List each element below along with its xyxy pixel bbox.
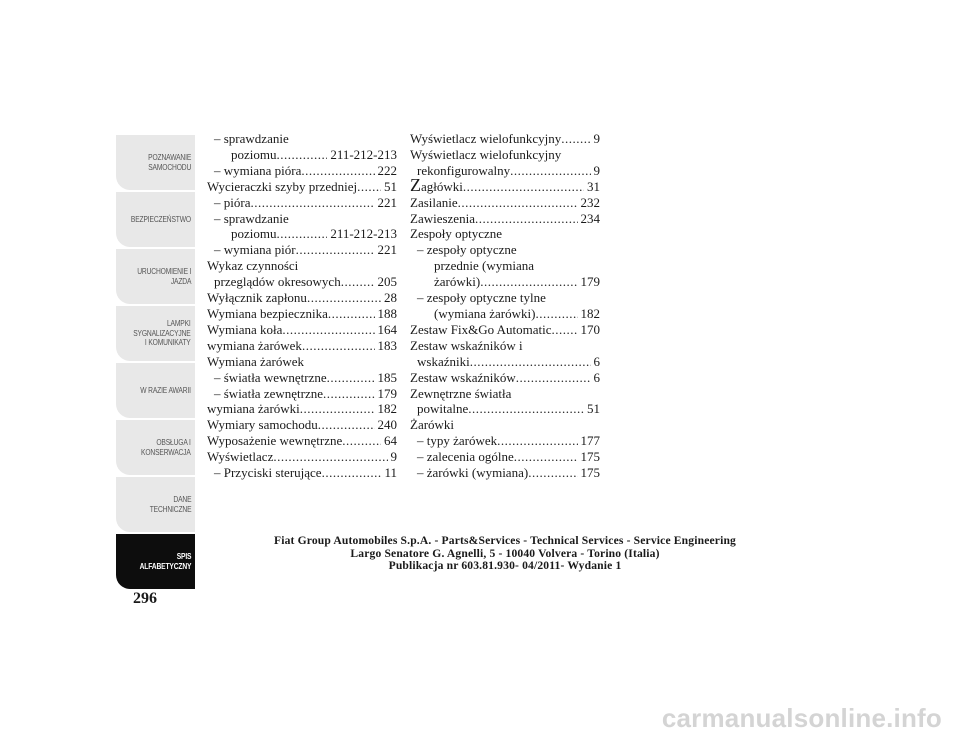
index-entry-text: Wyświetlacz [207, 449, 274, 465]
index-entry-text: – światła zewnętrzne [214, 385, 324, 401]
footer-line-1: Fiat Group Automobiles S.p.A. - Parts&Services - Technical Services - Service Engineering [273, 534, 737, 547]
index-entry [410, 290, 600, 322]
index-entry-page[interactable]: 179 [580, 274, 600, 290]
index-entry-text: – wymiana piór [214, 242, 296, 258]
leader-dots [277, 147, 328, 163]
index-entry-text: – sprawdzanie [214, 210, 289, 226]
leader-dots [357, 179, 381, 195]
index-entry [410, 338, 600, 370]
index-entry-text: – sprawdzanie [214, 131, 289, 146]
section-tab-5[interactable] [116, 420, 195, 475]
index-entry-text: Zestaw wskaźników i [410, 337, 523, 353]
index-entry-text: wymiana żarówki [207, 401, 300, 417]
leader-dots [458, 195, 578, 211]
index-entry [410, 174, 600, 195]
index-entry [207, 433, 397, 449]
index-entry-page[interactable]: 177 [580, 433, 600, 449]
index-entry-page[interactable]: 51 [384, 178, 397, 194]
index-entry [207, 417, 397, 433]
index-entry-text: Zewnętrzne światła [410, 385, 512, 401]
index-entry-page[interactable]: 11 [384, 465, 397, 481]
index-entry-text: – zalecenia ogólne [417, 449, 514, 465]
index-entry-text: Zawieszenia [410, 210, 475, 226]
index-entry [207, 401, 397, 417]
index-entry [410, 449, 600, 465]
leader-dots [514, 449, 578, 465]
leader-dots [470, 354, 591, 370]
index-column-right [410, 131, 600, 481]
section-tab-4[interactable] [116, 363, 195, 418]
index-entry-page[interactable]: 211-212-213 [330, 226, 397, 242]
section-tab-label: W RAZIE AWARII [140, 384, 191, 395]
index-entry-text: – typy żarówek [417, 433, 498, 449]
section-tab-label: URUCHOMIENIE I JAZDA [136, 266, 191, 286]
section-tab-label: DANE TECHNICZNE [149, 494, 191, 514]
index-entry [207, 465, 397, 481]
index-entry-text: Wymiary samochodu [207, 417, 318, 433]
index-entry-text: powitalne [417, 401, 469, 417]
index-entry [410, 147, 600, 179]
index-entry-text: Zestaw Fix&Go Automatic [410, 321, 552, 337]
index-entry [410, 465, 600, 481]
index-entry-page[interactable]: 179 [377, 385, 397, 401]
leader-dots [497, 433, 577, 449]
leader-dots [480, 274, 577, 290]
index-entry-page[interactable]: 234 [580, 210, 600, 226]
leader-dots [341, 274, 375, 290]
leader-dots [552, 322, 578, 338]
index-entry-text: Zestaw wskaźników [410, 369, 516, 385]
index-entry-text: – zespoły optyczne [417, 242, 517, 258]
section-tab-label: SPIS ALFABETYCZNY [139, 551, 191, 571]
index-entry [410, 386, 600, 418]
index-entry [207, 242, 397, 258]
index-column-left [207, 131, 397, 481]
leader-dots [463, 179, 584, 195]
index-entry [207, 290, 397, 306]
section-tabs [116, 135, 195, 591]
index-entry [207, 179, 397, 195]
section-tab-label: BEZPIECZEŃSTWO [130, 213, 191, 224]
index-entry-text: Wyświetlacz wielofunkcyjny [410, 146, 562, 162]
index-entry-text: Żarówki [410, 417, 455, 433]
index-entry [207, 131, 397, 163]
section-tab-label: LAMPKI SYGNALIZACYJNE I KOMUNIKATY [133, 318, 191, 348]
index-entry [207, 449, 397, 465]
publisher-footer [200, 535, 810, 573]
index-entry [410, 370, 600, 386]
index-entry-text: Zagłówki [410, 174, 463, 195]
index-entry-text: – żarówki (wymiana) [417, 465, 529, 481]
index-entry-text: poziomu [231, 226, 277, 242]
index-entry-page[interactable]: 221 [377, 242, 397, 258]
index-entry-page[interactable]: 211-212-213 [330, 146, 397, 162]
leader-dots [516, 370, 591, 386]
index-entry-text: Wymiana żarówek [207, 353, 305, 369]
leader-dots [302, 338, 375, 354]
index-entry-text: Wyposażenie wewnętrzne [207, 433, 343, 449]
leader-dots [535, 306, 577, 322]
index-entry-page[interactable]: 9 [593, 131, 600, 146]
index-entry-text: wymiana żarówek [207, 337, 302, 353]
section-tab-2[interactable] [116, 249, 195, 304]
index-entry-page[interactable]: 170 [580, 321, 600, 337]
watermark-text: carmanualsonline.info [661, 703, 942, 733]
leader-dots [273, 449, 387, 465]
index-entry-page[interactable]: 51 [587, 401, 600, 417]
index-entry-text: Wyłącznik zapłonu [207, 290, 307, 306]
index-entry-text: przeglądów okresowych [214, 274, 341, 290]
index-entry [410, 211, 600, 227]
footer-line-2: Largo Senatore G. Agnelli, 5 - 10040 Volvera - Torino (Italia) [350, 546, 660, 560]
leader-dots [342, 433, 381, 449]
index-entry-text: – wymiana pióra [214, 162, 302, 178]
index-entry-text: – światła wewnętrzne [214, 369, 327, 385]
leader-dots [561, 131, 590, 147]
page-number: 296 [133, 590, 157, 607]
index-entry-page[interactable]: 164 [377, 321, 397, 337]
index-entry-text: Wykaz czynności [207, 258, 299, 274]
section-tab-0[interactable] [116, 135, 195, 190]
leader-dots [277, 226, 328, 242]
index-entry [207, 386, 397, 402]
index-entry-text: Wycieraczki szyby przedniej [207, 178, 358, 194]
index-entry-text: przednie (wymiana [434, 258, 534, 274]
leader-dots [328, 306, 375, 322]
section-tab-6[interactable] [116, 477, 195, 532]
index-entry-text: Zasilanie [410, 194, 458, 210]
index-entry-page[interactable]: 188 [377, 305, 397, 321]
index-entry [207, 370, 397, 386]
leader-dots [510, 163, 590, 179]
leader-dots [475, 211, 578, 227]
index-entry [207, 306, 397, 322]
index-entry-page[interactable]: 221 [377, 194, 397, 210]
leader-dots [300, 401, 375, 417]
index-entry [207, 322, 397, 338]
section-tab-3[interactable] [116, 306, 195, 361]
index-entry [207, 195, 397, 211]
index-entry [410, 226, 600, 242]
index-entry-text: poziomu [231, 146, 277, 162]
section-tab-label: POZNAWANIE SAMOCHODU [147, 152, 191, 172]
index-entry [410, 322, 600, 338]
section-tab-1[interactable] [116, 192, 195, 247]
index-entry [207, 338, 397, 354]
index-entry [207, 354, 397, 370]
index-entry-page[interactable]: 9 [390, 449, 397, 465]
index-entry-text: żarówki) [434, 274, 481, 290]
index-entry [207, 163, 397, 179]
index-entry-text: Wymiana koła [207, 321, 283, 337]
leader-dots [307, 290, 381, 306]
index-entry-page[interactable]: 205 [377, 274, 397, 290]
index-entry [207, 211, 397, 243]
section-tab-7[interactable] [116, 534, 195, 589]
index-entry-text: – Przyciski sterujące [214, 465, 322, 481]
index-entry [410, 242, 600, 290]
leader-dots [528, 465, 577, 481]
leader-dots [296, 242, 375, 258]
index-entry [410, 417, 600, 433]
index-entry-page[interactable]: 232 [580, 194, 600, 210]
index-entry-text: – pióra [214, 194, 251, 210]
index-entry [207, 258, 397, 290]
index-entry-page[interactable]: 182 [377, 401, 397, 417]
index-entry-page[interactable]: 28 [384, 290, 397, 306]
leader-dots [250, 195, 374, 211]
index-entry-page[interactable]: 6 [593, 369, 600, 385]
index-entry [410, 131, 600, 147]
section-tab-label: OBSŁUGA I KONSERWACJA [141, 437, 191, 457]
index-entry-page[interactable]: 175 [580, 449, 600, 465]
index-entry-text: Wyświetlacz wielofunkcyjny [410, 131, 562, 146]
index-entry-text: rekonfigurowalny [417, 162, 511, 178]
leader-dots [322, 465, 382, 481]
index-entry-text: wskaźniki [417, 353, 470, 369]
index-entry-page[interactable]: 185 [377, 369, 397, 385]
index-entry-text: (wymiana żarówki) [434, 305, 536, 321]
index-entry-page[interactable]: 31 [587, 178, 600, 194]
index-entry [410, 195, 600, 211]
index-entry-page[interactable]: 175 [580, 465, 600, 481]
footer-line-3: Publikacja nr 603.81.930- 04/2011- Wydanie 1 [388, 559, 622, 572]
leader-dots [318, 417, 375, 433]
leader-dots [282, 322, 374, 338]
index-entry-page[interactable]: 222 [377, 162, 397, 178]
index-entry-text: – zespoły optyczne tylne [417, 290, 546, 306]
index-entry [410, 433, 600, 449]
index-entry-page[interactable]: 64 [384, 433, 397, 449]
index-entry-page[interactable]: 182 [580, 305, 600, 321]
index-entry-page[interactable]: 6 [593, 353, 600, 369]
leader-dots [323, 386, 374, 402]
leader-dots [468, 401, 584, 417]
index-entry-text: Zespoły optyczne [410, 226, 503, 242]
index-entry-text: Wymiana bezpiecznika [207, 305, 328, 321]
leader-dots [301, 163, 374, 179]
index-entry-page[interactable]: 9 [593, 162, 600, 178]
index-entry-page[interactable]: 240 [377, 417, 397, 433]
index-entry-page[interactable]: 183 [377, 337, 397, 353]
leader-dots [327, 370, 375, 386]
